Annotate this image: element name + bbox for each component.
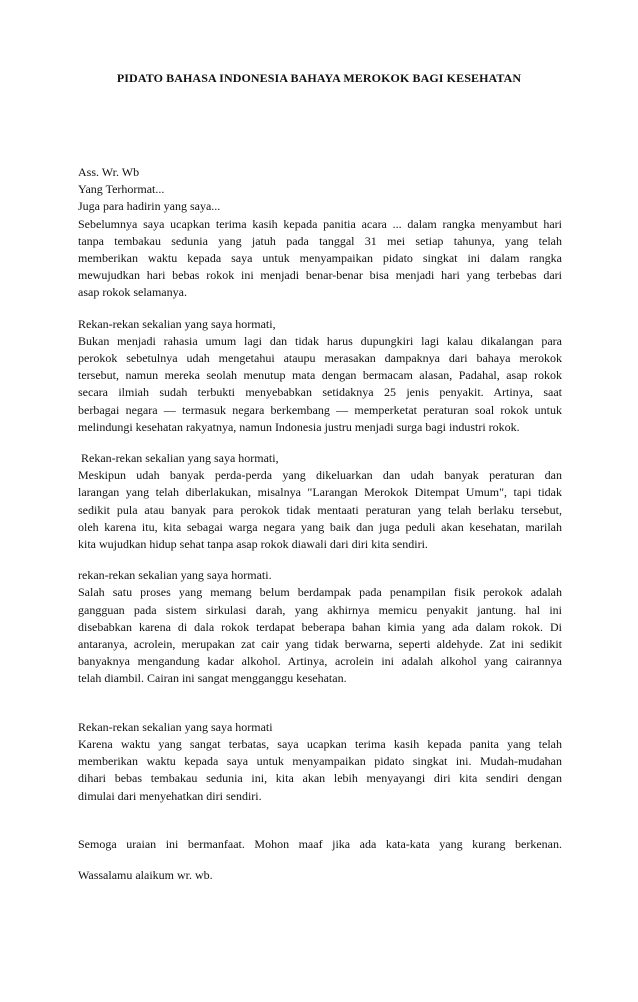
paragraph-spacer: [78, 853, 562, 867]
greeting-line: Yang Terhormat...: [78, 182, 165, 197]
paragraph-farewell: [78, 867, 562, 884]
paragraph-health-effects: [78, 567, 562, 687]
paragraph-heading: Rekan-rekan sekalian yang saya hormati: [78, 719, 273, 734]
paragraph-line: tanpa tembakau sedunia yang jatuh pada tanggal 31 mei setiap tahunya, yang telah: [78, 233, 562, 248]
paragraph-heading: rekan-rekan sekalian yang saya hormati.: [78, 568, 272, 583]
paragraph-line: Sebelumnya saya ucapkan terima kasih kepada panitia acara ... dalam rangka menyambut hari: [78, 216, 562, 231]
paragraph-line: sedikit pula atau banyak para perokok tidak mentaati peraturan yang telah berlaku tersebut,: [78, 502, 562, 517]
paragraph-apology: [78, 836, 562, 853]
paragraph-line: tersebut, namun mereka seolah menutup mata dengan bermacam alasan, Padahal, asap rokok: [78, 368, 562, 383]
paragraph-line: kita wujudkan hidup sehat tanpa asap rokok diawali dari diri kita sendiri.: [78, 537, 428, 552]
paragraph-spacer: [78, 805, 562, 836]
document-title: PIDATO BAHASA INDONESIA BAHAYA MEROKOK BAGI KESEHATAN: [116, 71, 522, 85]
paragraph-line: asap rokok selamanya.: [78, 285, 187, 300]
paragraph-line: banyaknya mengandung kadar alkohol. Artinya, acrolein ini adalah alkohol yang cairannya: [78, 654, 562, 669]
paragraph-line: melindungi kesehatan rakyatnya, namun Indonesia justru menjadi surga bagi industri rokok.: [78, 419, 520, 434]
paragraph-spacer: [78, 553, 562, 567]
document-body: [78, 164, 562, 884]
paragraph-line: gangguan pada sistem sirkulasi darah, yang akhirnya memicu penyakit jantung. hal ini: [78, 602, 562, 617]
paragraph-spacer: [78, 688, 562, 719]
paragraph-spacer: [78, 302, 562, 316]
paragraph-line: oleh karena itu, kita sebagai warga negara yang baik dan juga peduli akan kesehatan, marilah: [78, 519, 562, 534]
farewell-line: Wassalamu alaikum wr. wb.: [78, 867, 213, 882]
paragraph-line: Salah satu proses yang memang belum berdampak pada penampilan fisik perokok adalah: [78, 585, 562, 600]
paragraph-line: Meskipun udah banyak perda-perda yang dikeluarkan dan udah banyak peraturan dan: [78, 468, 562, 483]
paragraph-line: Semoga uraian ini bermanfaat. Mohon maaf jika ada kata-kata yang kurang berkenan.: [78, 836, 562, 851]
paragraph-line: memberikan waktu kepada saya untuk menyampaikan pidato singkat ini dalam rangka: [78, 251, 562, 266]
paragraph-regulations: [78, 450, 562, 553]
paragraph-spacer: [78, 436, 562, 450]
paragraph-dangers: [78, 316, 562, 436]
paragraph-line: perokok sebetulnya udah mengetahui ataupu merasakan dampaknya dari bahaya merokok: [78, 351, 562, 366]
paragraph-line: disebabkan karena di dala rokok terdapat beberapa bahan kimia yang ada dalam rokok. Di: [78, 619, 562, 634]
paragraph-line: mewujudkan hari bebas rokok ini menjadi benar-benar bisa menjadi hari yang terbebas dari: [78, 268, 562, 283]
paragraph-heading: Rekan-rekan sekalian yang saya hormati,: [78, 451, 279, 466]
paragraph-line: larangan yang telah diberlakukan, misalnya "Larangan Merokok Ditempat Umum", tapi tidak: [78, 485, 562, 500]
paragraph-line: dimulai dari menyehatkan diri sendiri.: [78, 788, 262, 803]
greeting-line: Ass. Wr. Wb: [78, 165, 140, 179]
paragraph-line: secara ilmiah sudah terbukti menyebabkan setidaknya 25 jenis penyakit. Artinya, saat: [78, 385, 562, 400]
paragraph-line: berbagai negara — termasuk negara berkembang — memperketat peraturan soal rokok untuk: [78, 402, 562, 417]
paragraph-heading: Rekan-rekan sekalian yang saya hormati,: [78, 316, 276, 331]
paragraph-line: Bukan menjadi rahasia umum lagi dan tidak harus dupungkiri lagi kalau dikalangan para: [78, 333, 562, 348]
paragraph-line: telah diambil. Cairan ini sangat mengganggu kesehatan.: [78, 671, 347, 686]
paragraph-opening: [78, 216, 562, 302]
greeting-block: [78, 164, 562, 216]
paragraph-closing: [78, 719, 562, 805]
paragraph-line: Karena waktu yang sangat terbatas, saya ucapkan terima kasih kepada panita yang telah: [78, 736, 562, 751]
paragraph-line: dihari bebas tembakau sedunia ini, kita akan lebih menyayangi diri kita sendiri dengan: [78, 771, 562, 786]
paragraph-line: memberikan waktu kepada saya untuk menyampaikan pidato singkat ini. Mudah-mudahan: [78, 754, 562, 769]
paragraph-line: antaranya, acrolein, merupakan zat cair yang tidak berwarna, seperti aldehyde. Zat ini sedikit: [78, 637, 562, 652]
greeting-line: Juga para hadirin yang saya...: [78, 199, 221, 214]
